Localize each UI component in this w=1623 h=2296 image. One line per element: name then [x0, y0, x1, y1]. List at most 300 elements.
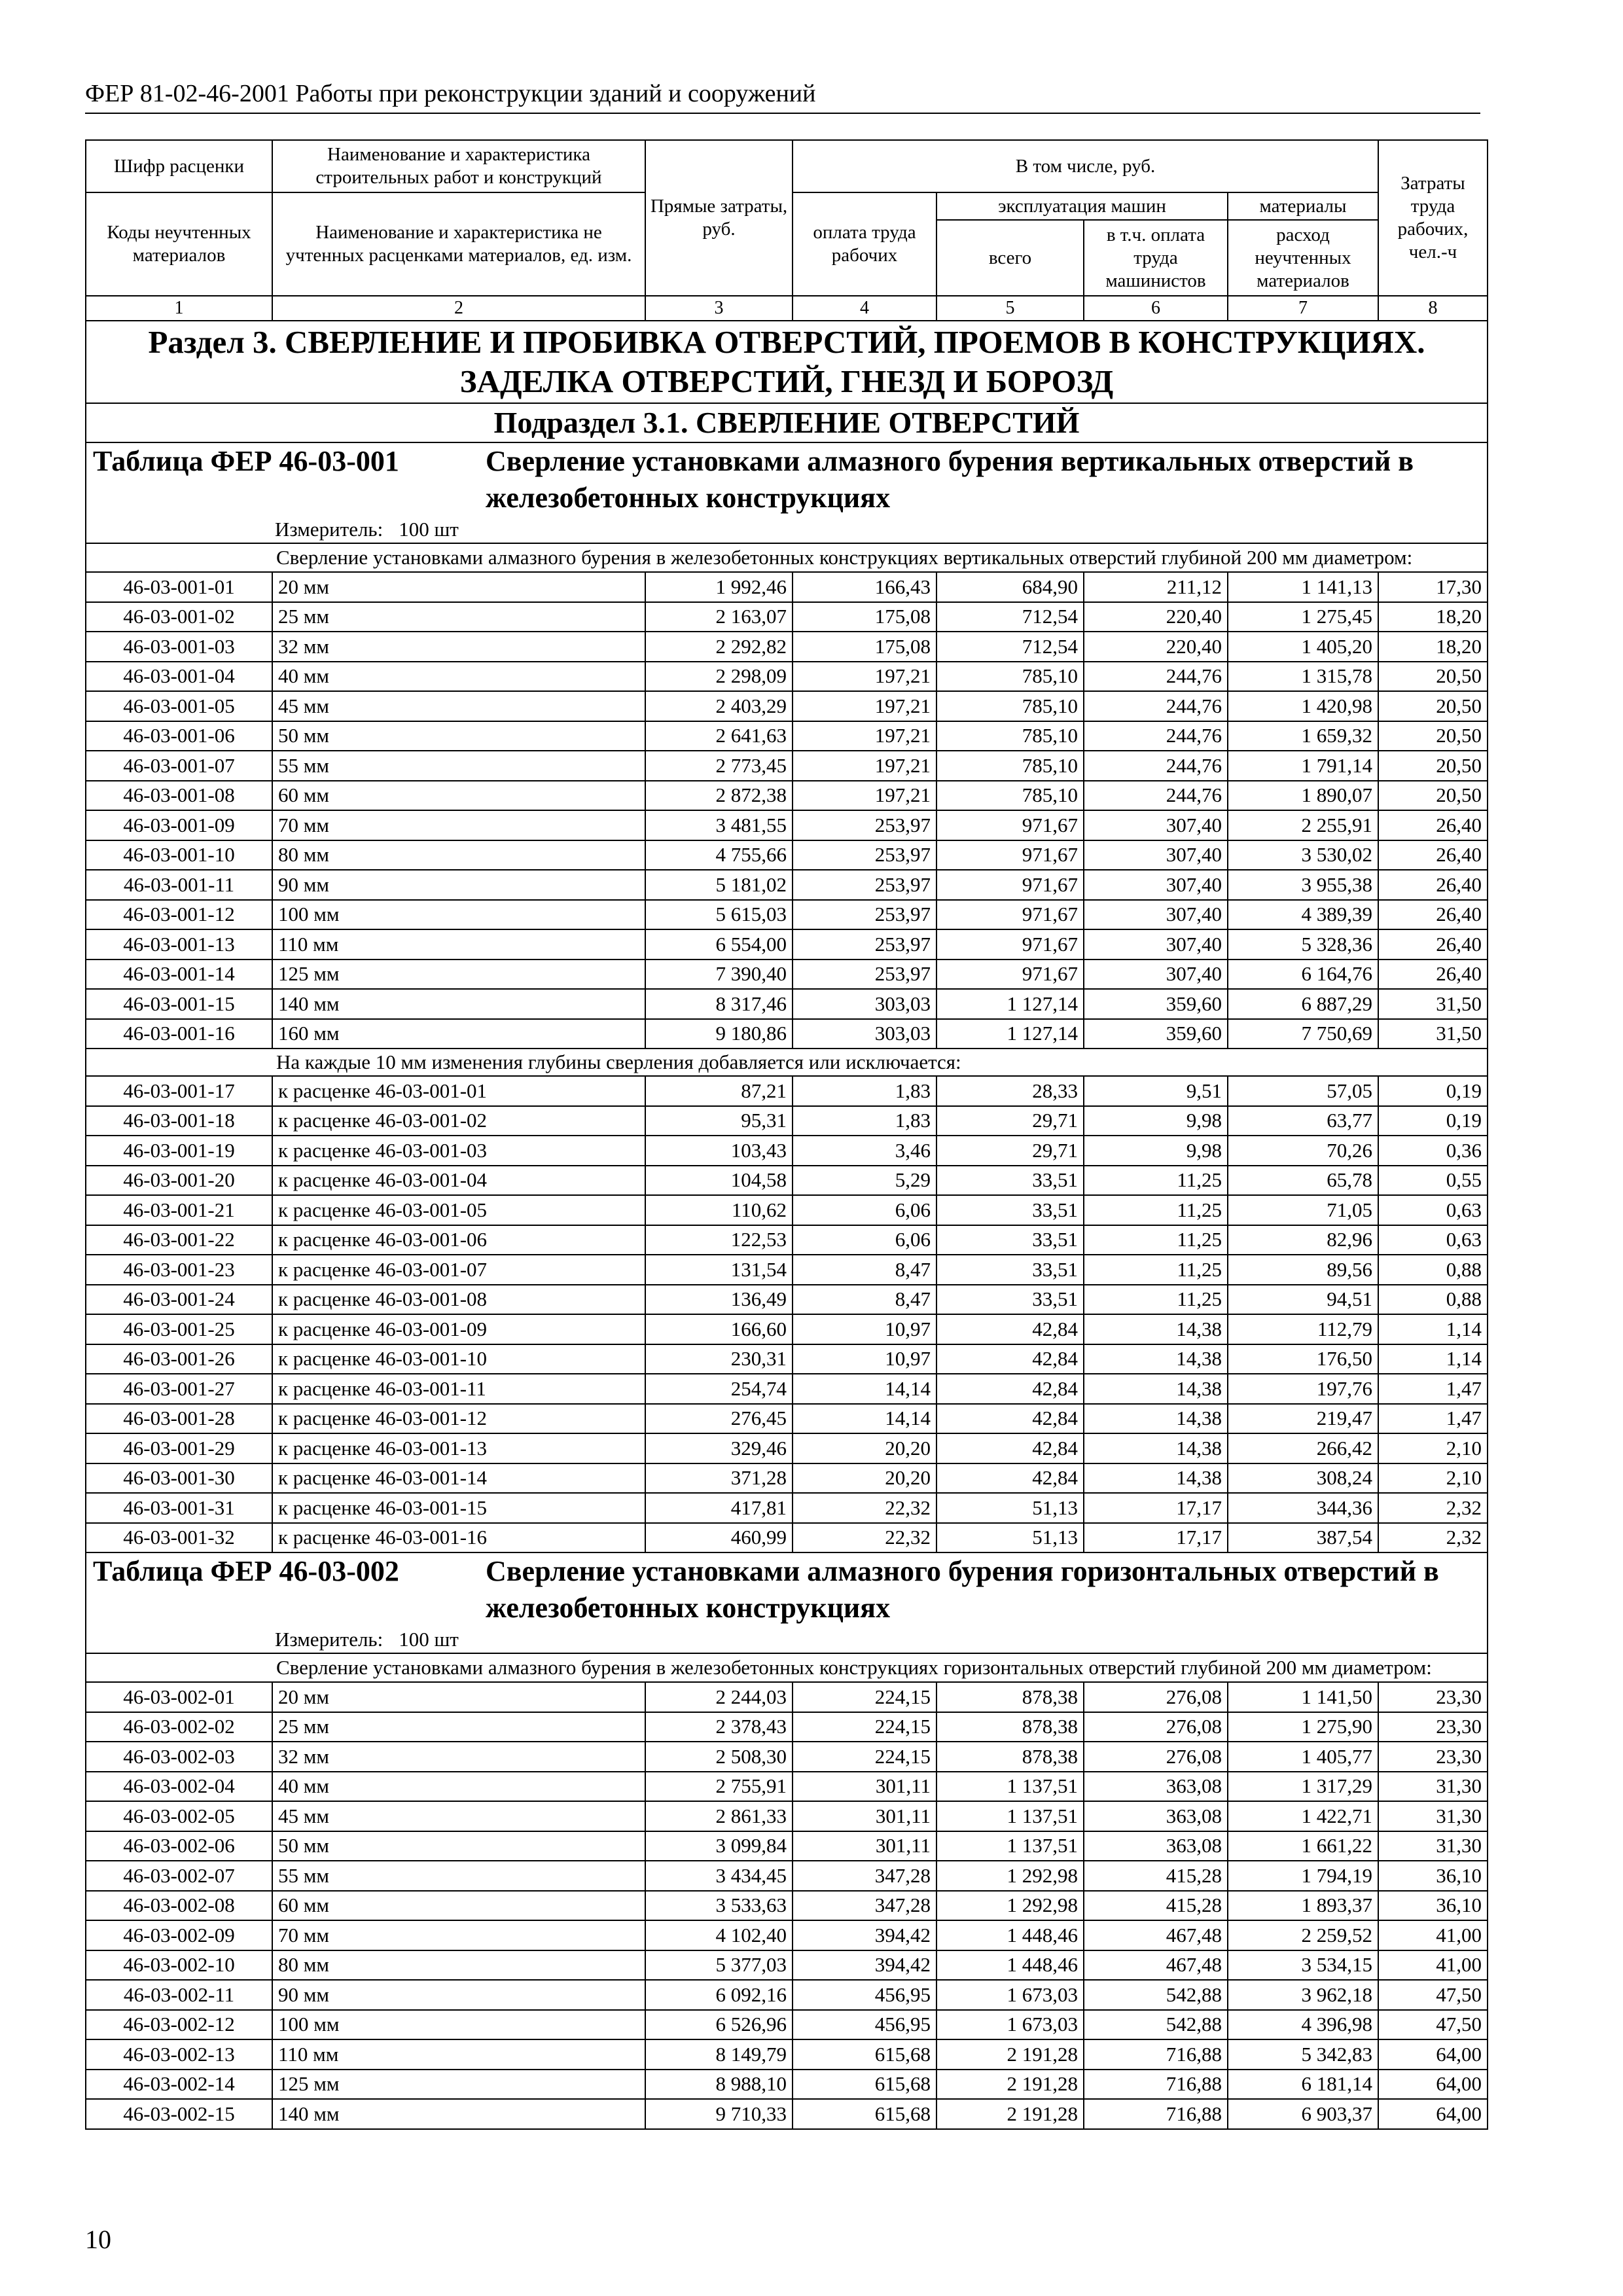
cell-name: к расценке 46-03-001-06	[272, 1225, 645, 1255]
cell-value: 224,15	[793, 1682, 936, 1712]
cell-value: 197,21	[793, 751, 936, 781]
cell-value: 220,40	[1084, 632, 1228, 662]
cell-value: 971,67	[936, 900, 1084, 930]
cell-value: 64,00	[1378, 2070, 1488, 2100]
table-row	[86, 1523, 1488, 1553]
cell-name: к расценке 46-03-001-09	[272, 1314, 645, 1344]
cell-value: 1,83	[793, 1106, 936, 1136]
cell-value: 10,97	[793, 1314, 936, 1344]
cell-value: 1 893,37	[1228, 1891, 1378, 1921]
cell-value: 347,28	[793, 1861, 936, 1891]
cell-value: 6 554,00	[645, 929, 793, 960]
cell-value: 4 389,39	[1228, 900, 1378, 930]
cell-value: 14,38	[1084, 1374, 1228, 1404]
table-row	[86, 1463, 1488, 1494]
cell-value: 71,05	[1228, 1195, 1378, 1225]
cell-value: 36,10	[1378, 1861, 1488, 1891]
cell-code: 46-03-001-06	[86, 721, 272, 751]
cell-value: 89,56	[1228, 1255, 1378, 1285]
cell-value: 11,25	[1084, 1225, 1228, 1255]
cell-value: 712,54	[936, 602, 1084, 632]
cell-name: к расценке 46-03-001-05	[272, 1195, 645, 1225]
cell-name: 45 мм	[272, 691, 645, 721]
cell-value: 1 420,98	[1228, 691, 1378, 721]
cell-value: 9 180,86	[645, 1019, 793, 1049]
cell-name: к расценке 46-03-001-08	[272, 1285, 645, 1315]
col-total: всего	[936, 220, 1084, 296]
cell-value: 22,32	[793, 1493, 936, 1523]
cell-value: 33,51	[936, 1195, 1084, 1225]
cell-value: 244,76	[1084, 721, 1228, 751]
cell-value: 1,14	[1378, 1314, 1488, 1344]
col-cipher: Шифр расценки	[86, 140, 272, 192]
cell-value: 14,38	[1084, 1463, 1228, 1494]
table-row	[86, 691, 1488, 721]
cell-value: 7 750,69	[1228, 1019, 1378, 1049]
cell-value: 2 292,82	[645, 632, 793, 662]
cell-value: 41,00	[1378, 1920, 1488, 1950]
cell-value: 394,42	[793, 1950, 936, 1981]
cell-code: 46-03-002-01	[86, 1682, 272, 1712]
cell-value: 347,28	[793, 1891, 936, 1921]
cell-name: к расценке 46-03-001-03	[272, 1136, 645, 1166]
cell-value: 65,78	[1228, 1166, 1378, 1196]
cell-value: 394,42	[793, 1920, 936, 1950]
cell-value: 5 615,03	[645, 900, 793, 930]
cell-name: 90 мм	[272, 870, 645, 900]
table-row	[86, 1225, 1488, 1255]
cell-value: 971,67	[936, 929, 1084, 960]
cell-value: 29,71	[936, 1106, 1084, 1136]
cell-value: 359,60	[1084, 989, 1228, 1019]
cell-value: 2 191,28	[936, 2039, 1084, 2070]
column-number: 7	[1228, 296, 1378, 321]
cell-value: 244,76	[1084, 691, 1228, 721]
cell-name: 20 мм	[272, 572, 645, 602]
cell-name: к расценке 46-03-001-04	[272, 1166, 645, 1196]
cell-value: 8 317,46	[645, 989, 793, 1019]
cell-value: 197,76	[1228, 1374, 1378, 1404]
cell-name: 140 мм	[272, 989, 645, 1019]
table-row	[86, 1285, 1488, 1315]
cell-value: 1 661,22	[1228, 1831, 1378, 1861]
cell-value: 1,47	[1378, 1374, 1488, 1404]
cell-value: 230,31	[645, 1344, 793, 1374]
cell-name: к расценке 46-03-001-10	[272, 1344, 645, 1374]
table-row	[86, 1106, 1488, 1136]
cell-value: 0,55	[1378, 1166, 1488, 1196]
cell-value: 363,08	[1084, 1772, 1228, 1802]
table-row	[86, 810, 1488, 840]
cell-value: 26,40	[1378, 929, 1488, 960]
cell-value: 1 292,98	[936, 1861, 1084, 1891]
cell-value: 0,88	[1378, 1255, 1488, 1285]
cell-value: 197,21	[793, 721, 936, 751]
cell-value: 47,50	[1378, 1980, 1488, 2010]
cell-value: 6 181,14	[1228, 2070, 1378, 2100]
cell-value: 971,67	[936, 840, 1084, 870]
cell-value: 308,24	[1228, 1463, 1378, 1494]
cell-name: 25 мм	[272, 1712, 645, 1742]
cell-value: 785,10	[936, 781, 1084, 811]
meter-label: Измеритель:	[275, 518, 383, 541]
cell-value: 26,40	[1378, 900, 1488, 930]
cell-value: 9,98	[1084, 1136, 1228, 1166]
cell-code: 46-03-001-30	[86, 1463, 272, 1494]
cell-value: 3 955,38	[1228, 870, 1378, 900]
cell-value: 878,38	[936, 1682, 1084, 1712]
cell-value: 467,48	[1084, 1950, 1228, 1981]
table1-meter	[86, 516, 1488, 543]
table-row	[86, 1314, 1488, 1344]
cell-code: 46-03-002-13	[86, 2039, 272, 2070]
cell-value: 20,20	[793, 1463, 936, 1494]
table-row	[86, 602, 1488, 632]
cell-value: 2 298,09	[645, 662, 793, 692]
table-row	[86, 1861, 1488, 1891]
cell-value: 3,46	[793, 1136, 936, 1166]
cell-value: 104,58	[645, 1166, 793, 1196]
cell-name: 70 мм	[272, 1920, 645, 1950]
cell-value: 244,76	[1084, 781, 1228, 811]
cell-value: 276,08	[1084, 1712, 1228, 1742]
table-row	[86, 1801, 1488, 1831]
cell-value: 329,46	[645, 1433, 793, 1463]
cell-value: 20,50	[1378, 662, 1488, 692]
cell-name: 25 мм	[272, 602, 645, 632]
cell-value: 4 102,40	[645, 1920, 793, 1950]
cell-value: 1 673,03	[936, 1980, 1084, 2010]
cell-value: 878,38	[936, 1712, 1084, 1742]
table-row	[86, 572, 1488, 602]
cell-value: 8,47	[793, 1285, 936, 1315]
cell-value: 785,10	[936, 662, 1084, 692]
cell-value: 3 099,84	[645, 1831, 793, 1861]
table-row	[86, 1136, 1488, 1166]
cell-value: 175,08	[793, 602, 936, 632]
col-consumption: расход неучтенных материалов	[1228, 220, 1378, 296]
cell-value: 18,20	[1378, 632, 1488, 662]
cell-value: 17,17	[1084, 1493, 1228, 1523]
cell-value: 363,08	[1084, 1801, 1228, 1831]
meter-value: 100 шт	[399, 1628, 459, 1651]
cell-value: 224,15	[793, 1712, 936, 1742]
cell-value: 87,21	[645, 1076, 793, 1106]
table-row	[86, 632, 1488, 662]
cell-value: 6 164,76	[1228, 960, 1378, 990]
table-row	[86, 1344, 1488, 1374]
cell-name: 90 мм	[272, 1980, 645, 2010]
cell-name: 80 мм	[272, 840, 645, 870]
cell-value: 1,47	[1378, 1404, 1488, 1434]
cell-value: 2 861,33	[645, 1801, 793, 1831]
cell-code: 46-03-002-06	[86, 1831, 272, 1861]
table-row	[86, 1712, 1488, 1742]
cell-value: 417,81	[645, 1493, 793, 1523]
cell-value: 14,38	[1084, 1433, 1228, 1463]
cell-code: 46-03-002-11	[86, 1980, 272, 2010]
cell-value: 785,10	[936, 751, 1084, 781]
table-row	[86, 1195, 1488, 1225]
cell-value: 26,40	[1378, 960, 1488, 990]
table-row	[86, 1076, 1488, 1106]
cell-value: 8 149,79	[645, 2039, 793, 2070]
cell-value: 3 530,02	[1228, 840, 1378, 870]
table-row	[86, 1493, 1488, 1523]
cell-value: 244,76	[1084, 751, 1228, 781]
cell-code: 46-03-001-11	[86, 870, 272, 900]
cell-value: 542,88	[1084, 2010, 1228, 2040]
cell-value: 42,84	[936, 1374, 1084, 1404]
table-row	[86, 2010, 1488, 2040]
cell-name: к расценке 46-03-001-12	[272, 1404, 645, 1434]
cell-value: 31,30	[1378, 1801, 1488, 1831]
cell-value: 253,97	[793, 810, 936, 840]
cell-value: 1 317,29	[1228, 1772, 1378, 1802]
cell-name: 50 мм	[272, 1831, 645, 1861]
cell-value: 14,14	[793, 1374, 936, 1404]
cell-value: 10,97	[793, 1344, 936, 1374]
cell-value: 175,08	[793, 632, 936, 662]
col-machines: эксплуатация машин	[936, 192, 1228, 220]
table-row	[86, 751, 1488, 781]
cell-value: 971,67	[936, 960, 1084, 990]
cell-value: 716,88	[1084, 2099, 1228, 2129]
cell-name: 40 мм	[272, 1772, 645, 1802]
cell-value: 2 755,91	[645, 1772, 793, 1802]
cell-code: 46-03-002-15	[86, 2099, 272, 2129]
cell-value: 307,40	[1084, 840, 1228, 870]
table-row	[86, 1682, 1488, 1712]
cell-value: 82,96	[1228, 1225, 1378, 1255]
cell-value: 3 481,55	[645, 810, 793, 840]
cell-value: 26,40	[1378, 870, 1488, 900]
cell-value: 166,60	[645, 1314, 793, 1344]
cell-value: 23,30	[1378, 1742, 1488, 1772]
cell-value: 57,05	[1228, 1076, 1378, 1106]
cell-code: 46-03-001-02	[86, 602, 272, 632]
cell-value: 1 794,19	[1228, 1861, 1378, 1891]
cell-value: 42,84	[936, 1463, 1084, 1494]
cell-name: к расценке 46-03-001-14	[272, 1463, 645, 1494]
cell-value: 2 378,43	[645, 1712, 793, 1742]
table-row	[86, 781, 1488, 811]
cell-value: 64,00	[1378, 2099, 1488, 2129]
cell-code: 46-03-001-32	[86, 1523, 272, 1553]
column-number: 2	[272, 296, 645, 321]
table-row	[86, 989, 1488, 1019]
cell-value: 42,84	[936, 1433, 1084, 1463]
column-number: 5	[936, 296, 1084, 321]
cell-name: 55 мм	[272, 751, 645, 781]
cell-value: 971,67	[936, 810, 1084, 840]
cell-name: 160 мм	[272, 1019, 645, 1049]
cell-value: 29,71	[936, 1136, 1084, 1166]
cell-value: 460,99	[645, 1523, 793, 1553]
cell-name: 50 мм	[272, 721, 645, 751]
cell-value: 307,40	[1084, 810, 1228, 840]
cell-value: 371,28	[645, 1463, 793, 1494]
cell-code: 46-03-001-04	[86, 662, 272, 692]
cell-value: 14,38	[1084, 1344, 1228, 1374]
cell-value: 456,95	[793, 2010, 936, 2040]
table-row	[86, 1404, 1488, 1434]
cell-code: 46-03-001-03	[86, 632, 272, 662]
table-row	[86, 1166, 1488, 1196]
table-row	[86, 1831, 1488, 1861]
cell-value: 5 328,36	[1228, 929, 1378, 960]
table-row	[86, 929, 1488, 960]
cell-value: 20,50	[1378, 691, 1488, 721]
cell-code: 46-03-002-10	[86, 1950, 272, 1981]
table1-label: Таблица ФЕР 46-03-001	[93, 445, 399, 477]
table-row	[86, 2070, 1488, 2100]
cell-value: 42,84	[936, 1314, 1084, 1344]
cell-value: 1 992,46	[645, 572, 793, 602]
cell-code: 46-03-001-10	[86, 840, 272, 870]
cell-value: 47,50	[1378, 2010, 1488, 2040]
table-row	[86, 1433, 1488, 1463]
cell-value: 31,50	[1378, 989, 1488, 1019]
cell-value: 17,30	[1378, 572, 1488, 602]
cell-value: 4 755,66	[645, 840, 793, 870]
cell-code: 46-03-001-22	[86, 1225, 272, 1255]
cell-value: 26,40	[1378, 840, 1488, 870]
cell-code: 46-03-001-20	[86, 1166, 272, 1196]
cell-name: к расценке 46-03-001-16	[272, 1523, 645, 1553]
cell-value: 1,14	[1378, 1344, 1488, 1374]
cell-code: 46-03-001-16	[86, 1019, 272, 1049]
cell-value: 5,29	[793, 1166, 936, 1196]
cell-value: 1 141,50	[1228, 1682, 1378, 1712]
cell-value: 2 255,91	[1228, 810, 1378, 840]
cell-value: 31,50	[1378, 1019, 1488, 1049]
col-wages: оплата труда рабочих	[793, 192, 936, 296]
col-name-bottom: Наименование и характеристика не учтенных расценками материалов, ед. изм.	[272, 192, 645, 296]
cell-value: 0,63	[1378, 1195, 1488, 1225]
table-row	[86, 1374, 1488, 1404]
cell-value: 33,51	[936, 1166, 1084, 1196]
cell-code: 46-03-001-05	[86, 691, 272, 721]
cell-code: 46-03-001-17	[86, 1076, 272, 1106]
cell-value: 1 141,13	[1228, 572, 1378, 602]
cell-value: 971,67	[936, 870, 1084, 900]
section-title: Раздел 3. СВЕРЛЕНИЕ И ПРОБИВКА ОТВЕРСТИЙ, ПРОЕМОВ В КОНСТРУКЦИЯХ. ЗАДЕЛКА ОТВЕРСТИЙ, ГНЕЗД И БОРОЗД	[86, 321, 1488, 403]
cell-code: 46-03-001-19	[86, 1136, 272, 1166]
cell-value: 18,20	[1378, 602, 1488, 632]
col-materials: материалы	[1228, 192, 1378, 220]
cell-name: к расценке 46-03-001-02	[272, 1106, 645, 1136]
cell-code: 46-03-002-12	[86, 2010, 272, 2040]
cell-value: 9 710,33	[645, 2099, 793, 2129]
cell-value: 219,47	[1228, 1404, 1378, 1434]
cell-name: 140 мм	[272, 2099, 645, 2129]
table-row	[86, 900, 1488, 930]
cell-value: 2,10	[1378, 1433, 1488, 1463]
cell-value: 6 092,16	[645, 1980, 793, 2010]
table-row	[86, 870, 1488, 900]
table2-description: Сверление установками алмазного бурения в железобетонных конструкциях горизонтальных отверстий глубиной 200 мм диаметром:	[86, 1653, 1488, 1682]
cell-value: 363,08	[1084, 1831, 1228, 1861]
cell-value: 6 526,96	[645, 2010, 793, 2040]
col-labor: Затраты труда рабочих, чел.-ч	[1378, 140, 1488, 296]
cell-value: 1 448,46	[936, 1950, 1084, 1981]
cell-value: 28,33	[936, 1076, 1084, 1106]
cell-name: к расценке 46-03-001-15	[272, 1493, 645, 1523]
cell-value: 95,31	[645, 1106, 793, 1136]
cell-value: 1 127,14	[936, 989, 1084, 1019]
cell-code: 46-03-001-28	[86, 1404, 272, 1434]
cell-name: 32 мм	[272, 1742, 645, 1772]
cell-value: 2 191,28	[936, 2099, 1084, 2129]
cell-name: 55 мм	[272, 1861, 645, 1891]
cell-value: 14,14	[793, 1404, 936, 1434]
cell-value: 5 181,02	[645, 870, 793, 900]
cell-value: 266,42	[1228, 1433, 1378, 1463]
cell-value: 1 292,98	[936, 1891, 1084, 1921]
cell-code: 46-03-001-24	[86, 1285, 272, 1315]
cell-value: 1 315,78	[1228, 662, 1378, 692]
cell-value: 1 673,03	[936, 2010, 1084, 2040]
cell-name: 100 мм	[272, 900, 645, 930]
cell-code: 46-03-001-09	[86, 810, 272, 840]
cell-value: 1 422,71	[1228, 1801, 1378, 1831]
cell-value: 14,38	[1084, 1404, 1228, 1434]
cell-value: 2 403,29	[645, 691, 793, 721]
cell-value: 0,36	[1378, 1136, 1488, 1166]
table-row	[86, 1255, 1488, 1285]
cell-code: 46-03-002-03	[86, 1742, 272, 1772]
cell-value: 70,26	[1228, 1136, 1378, 1166]
cell-value: 9,98	[1084, 1106, 1228, 1136]
meter-label: Измеритель:	[275, 1628, 383, 1651]
table1-heading	[86, 442, 1488, 516]
cell-value: 0,63	[1378, 1225, 1488, 1255]
cell-code: 46-03-001-01	[86, 572, 272, 602]
table2-heading	[86, 1552, 1488, 1626]
cell-value: 51,13	[936, 1493, 1084, 1523]
cell-value: 17,17	[1084, 1523, 1228, 1553]
cell-value: 20,50	[1378, 781, 1488, 811]
cell-code: 46-03-001-07	[86, 751, 272, 781]
cell-value: 785,10	[936, 721, 1084, 751]
cell-code: 46-03-001-18	[86, 1106, 272, 1136]
cell-value: 6 903,37	[1228, 2099, 1378, 2129]
cell-value: 5 377,03	[645, 1950, 793, 1981]
cell-value: 301,11	[793, 1801, 936, 1831]
cell-code: 46-03-001-31	[86, 1493, 272, 1523]
cell-value: 11,25	[1084, 1255, 1228, 1285]
table-row	[86, 662, 1488, 692]
cell-value: 20,50	[1378, 721, 1488, 751]
cell-value: 0,88	[1378, 1285, 1488, 1315]
cell-value: 1 137,51	[936, 1801, 1084, 1831]
table-row	[86, 840, 1488, 870]
cell-code: 46-03-002-14	[86, 2070, 272, 2100]
cell-value: 31,30	[1378, 1831, 1488, 1861]
cell-name: 60 мм	[272, 781, 645, 811]
cell-value: 1 405,77	[1228, 1742, 1378, 1772]
cell-value: 211,12	[1084, 572, 1228, 602]
cell-code: 46-03-001-29	[86, 1433, 272, 1463]
cell-code: 46-03-001-15	[86, 989, 272, 1019]
table1-note: На каждые 10 мм изменения глубины сверления добавляется или исключается:	[86, 1049, 1488, 1076]
cell-value: 20,50	[1378, 751, 1488, 781]
cell-value: 615,68	[793, 2070, 936, 2100]
cell-value: 254,74	[645, 1374, 793, 1404]
cell-value: 467,48	[1084, 1920, 1228, 1950]
cell-value: 36,10	[1378, 1891, 1488, 1921]
